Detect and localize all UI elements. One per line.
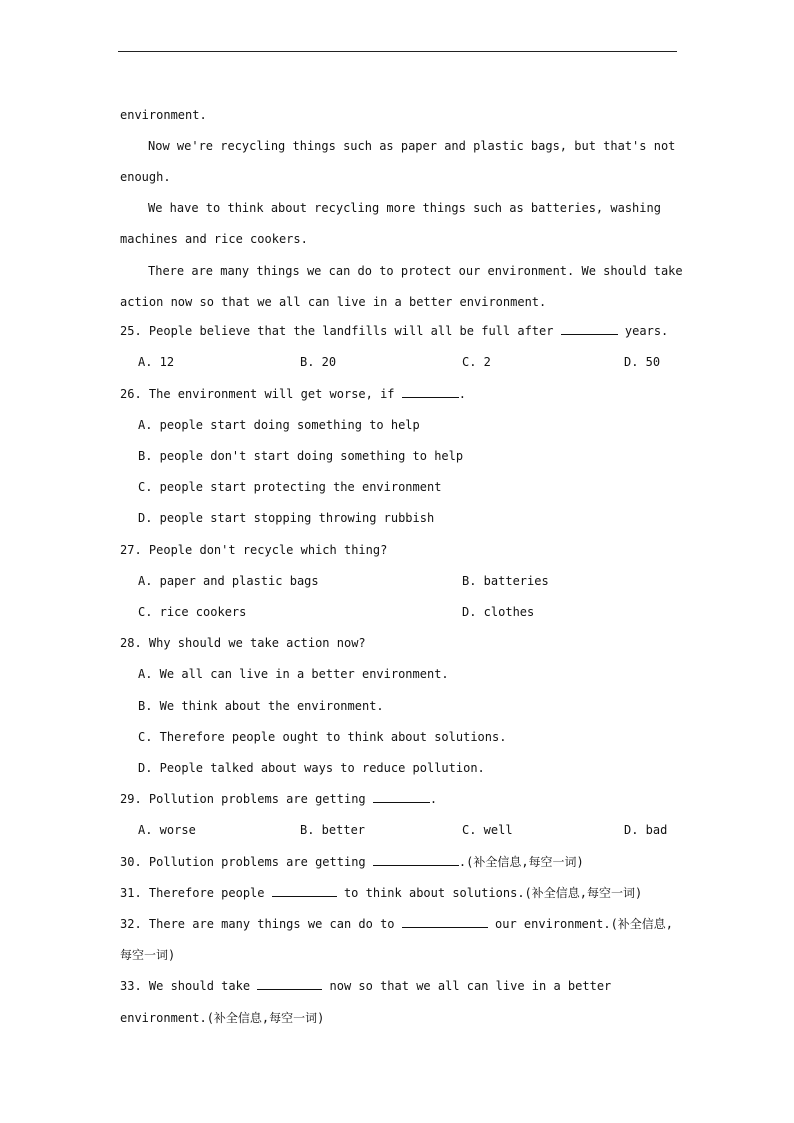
question-27: 27. People don't recycle which thing? [120,543,388,557]
passage-line: machines and rice cookers. [120,232,308,246]
answer-blank[interactable] [402,916,488,928]
passage-line: environment. [120,108,207,122]
question-30 [120,854,584,870]
answer-blank[interactable] [402,386,459,398]
question-text: now so that we all can live in a better [322,979,612,993]
question-text: 32. There are many things we can do to [120,917,402,931]
question-text: our environment.(补全信息, [487,917,674,931]
question-text: years. [617,324,669,338]
question-25 [120,323,668,339]
question-26 [120,386,466,402]
question-text: 33. We should take [120,979,258,993]
question-text: 31. Therefore people [120,886,272,900]
question-33 [120,978,611,994]
question-31 [120,885,642,901]
answer-blank[interactable] [257,978,322,990]
answer-blank[interactable] [373,791,430,803]
question-text: 26. The environment will get worse, if [120,387,402,401]
question-33-continuation: environment.(补全信息,每空一词) [120,1011,325,1025]
option-d[interactable]: D. clothes [462,605,535,619]
answer-blank[interactable] [373,854,459,866]
option-a[interactable]: A. people start doing something to help [138,418,420,432]
answer-blank[interactable] [561,323,618,335]
option-a[interactable]: A. We all can live in a better environment. [138,667,449,681]
option-b[interactable]: B. 20 [300,355,337,369]
question-32 [120,916,673,932]
answer-blank[interactable] [272,885,337,897]
option-c[interactable]: C. people start protecting the environment [138,480,442,494]
header-rule [118,51,677,52]
option-c[interactable]: C. Therefore people ought to think about solutions. [138,730,507,744]
option-d[interactable]: D. bad [624,823,668,837]
option-d[interactable]: D. 50 [624,355,661,369]
option-b[interactable]: B. people don't start doing something to help [138,449,464,463]
question-text: to think about solutions.(补全信息,每空一词) [336,886,643,900]
option-b[interactable]: B. We think about the environment. [138,699,384,713]
option-b[interactable]: B. batteries [462,574,549,588]
option-c[interactable]: C. well [462,823,513,837]
option-a[interactable]: A. paper and plastic bags [138,574,319,588]
passage-line: Now we're recycling things such as paper and plastic bags, but that's not [148,139,676,153]
option-b[interactable]: B. better [300,823,366,837]
option-c[interactable]: C. 2 [462,355,491,369]
option-c[interactable]: C. rice cookers [138,605,247,619]
option-d[interactable]: D. People talked about ways to reduce pollution. [138,761,485,775]
question-text: . [458,387,466,401]
question-28: 28. Why should we take action now? [120,636,366,650]
option-a[interactable]: A. worse [138,823,196,837]
option-a[interactable]: A. 12 [138,355,175,369]
passage-line: We have to think about recycling more things such as batteries, washing [148,201,661,215]
passage-line: enough. [120,170,171,184]
question-text: 25. People believe that the landfills will all be full after [120,324,561,338]
passage-line: action now so that we all can live in a better environment. [120,295,547,309]
question-text: .(补全信息,每空一词) [458,855,584,869]
question-text: . [429,792,438,806]
question-32-continuation: 每空一词) [120,948,176,962]
question-text: 30. Pollution problems are getting [120,855,373,869]
option-d[interactable]: D. people start stopping throwing rubbish [138,511,435,525]
passage-line: There are many things we can do to protect our environment. We should take [148,264,683,278]
question-text: 29. Pollution problems are getting [120,792,373,806]
question-29 [120,791,437,807]
